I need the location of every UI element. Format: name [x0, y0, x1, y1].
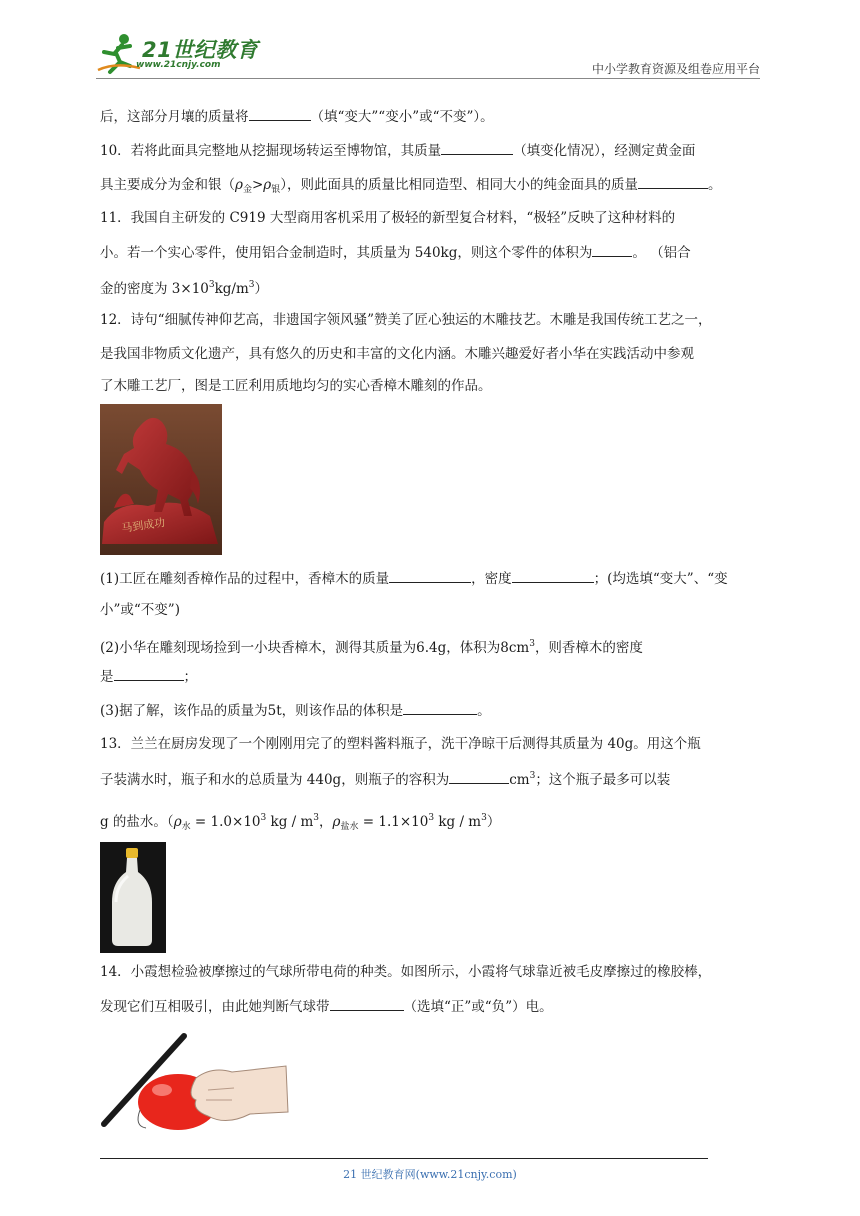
q13-text-c: g 的盐水。（: [100, 814, 174, 830]
salt-sup: 3: [428, 813, 435, 823]
q11-line2: [100, 242, 691, 263]
q12-s2-c: ，则香樟木的密度: [534, 640, 643, 656]
q10-blank-1[interactable]: [441, 140, 513, 155]
q10-line2: [100, 174, 721, 200]
q12-s2-e: ；: [183, 669, 197, 685]
q10-text-b: （填变化情况），经测定黄金面: [513, 143, 696, 159]
q13-unit: cm: [509, 772, 530, 788]
rho-symbol: ρ: [235, 177, 243, 193]
rho-symbol: ρ: [173, 814, 182, 830]
horse-carving-image: [100, 404, 222, 555]
platform-name: 中小学教育资源及组卷应用平台: [591, 62, 760, 76]
site-logo[interactable]: [96, 32, 276, 76]
q14-text-a: 发现它们互相吸引，由此她判断气球带: [100, 999, 330, 1015]
q12-blank-wood-density[interactable]: [114, 666, 184, 681]
q12-sub2-cont: [100, 666, 197, 687]
q13-line1: 13．兰兰在厨房发现了一个刚刚用完了的塑料酱料瓶子，洗干净晾干后测得其质量为 40g。用这个瓶: [100, 736, 701, 752]
q13-text-a: 子装满水时，瓶子和水的总质量为 440g，则瓶子的容积为: [100, 772, 450, 788]
q9-tail: [100, 106, 494, 127]
q14-line1: 14．小霞想检验被摩擦过的气球所带电荷的种类。如图所示，小霞将气球靠近被毛皮摩擦过的橡胶棒，: [100, 964, 712, 980]
balloon-rod-image: [100, 1030, 290, 1130]
q10-text-e: 。: [707, 177, 722, 193]
q10-line1: [100, 140, 695, 161]
water-sup: 3: [260, 813, 267, 823]
rho-sub-salt: 盐水: [340, 822, 359, 832]
q9-text-b: （填“变大”“变小”或“不变”）。: [310, 109, 494, 125]
q12-blank-mass[interactable]: [389, 568, 471, 583]
rho-symbol: ρ: [332, 814, 341, 830]
q12-s2-sup: 3: [529, 639, 535, 649]
q13-sup: 3: [529, 771, 536, 781]
q12-sub3: [100, 700, 491, 721]
q11-close: ）: [254, 281, 269, 297]
q14-blank[interactable]: [330, 996, 404, 1011]
q12-s2-d: 是: [100, 669, 114, 685]
logo-title: 21世纪教育: [142, 38, 259, 62]
q12-sub2: [100, 634, 643, 658]
rho-symbol: ρ: [263, 177, 272, 193]
q11-sup2: 3: [248, 280, 255, 290]
q11-text-b: 。 （铝合: [632, 245, 691, 261]
q12-s2-a: (2)小华在雕刻现场捡到一小块香樟木，测得其质量为: [100, 640, 417, 656]
page-header: [96, 28, 760, 80]
greater-than: >: [251, 177, 264, 193]
q11-line1: 11．我国自主研发的 C919 大型商用客机采用了极轻的新型复合材料，“极轻”反映了这种材料的: [100, 210, 676, 226]
q10-text-a: 10．若将此面具完整地从挖掘现场转运至博物馆，其质量: [100, 143, 442, 159]
q12-s2-b: ，体积为: [446, 640, 501, 656]
q12-s3-b: ，则该作品的体积是: [281, 703, 404, 719]
q12-s1-b: ，密度: [471, 571, 512, 587]
header-divider: [96, 78, 760, 79]
q14-line2: [100, 996, 553, 1017]
q10-blank-2[interactable]: [638, 174, 708, 189]
salt-unit: kg / m: [434, 814, 482, 830]
q14-text-b: （选填“正”或“负”）电。: [403, 999, 553, 1015]
water-density: = 1.0×10: [190, 814, 261, 830]
q11-text-a: 小。若一个实心零件，使用铝合金制造时，其质量为 540kg，则这个零件的体积为: [100, 245, 593, 261]
q12-s1-c: ；(均选填“变大”、“变: [593, 571, 728, 587]
q13-close: ）: [486, 814, 501, 830]
q13-blank-volume[interactable]: [449, 769, 509, 784]
q12-s3-a: (3)据了解，该作品的质量为: [100, 703, 268, 719]
q12-line3: 了木雕工艺厂，图是工匠利用质地均匀的实心香樟木雕刻的作品。: [100, 378, 492, 394]
q9-text-a: 后，这部分月壤的质量将: [100, 109, 249, 125]
footer-divider: [100, 1158, 708, 1159]
salt-density: = 1.1×10: [358, 814, 429, 830]
q12-line1: 12．诗句“细腻传神仰艺高，非遗国字领风骚”赞美了匠心独运的木雕技艺。木雕是我国传统工艺之一，: [100, 312, 712, 328]
q11-sup: 3: [208, 280, 215, 290]
q12-s1-a: (1)工匠在雕刻香樟作品的过程中，香樟木的质量: [100, 571, 390, 587]
q13-line2: [100, 766, 670, 790]
q12-s2-volume: 8cm: [500, 640, 530, 656]
q12-s2-mass: 6.4g: [416, 640, 447, 656]
logo-url: www.21cnjy.com: [136, 60, 221, 70]
comma: ，: [319, 814, 333, 830]
rho-sub-water: 水: [181, 822, 191, 832]
water-unit: kg / m: [266, 814, 314, 830]
sauce-bottle-image: [100, 842, 166, 953]
q12-blank-volume[interactable]: [403, 700, 477, 715]
carving-inscription: 马到成功: [120, 515, 166, 535]
q10-text-c: 具主要成分为金和银（: [100, 177, 235, 193]
q13-line3: [100, 808, 500, 837]
q12-sub1: [100, 568, 728, 589]
salt-unit-sup: 3: [481, 813, 487, 823]
footer-link[interactable]: 21 世纪教育网(www.21cnjy.com): [343, 1168, 517, 1181]
q12-sub1-cont: 小”或“不变”): [100, 602, 180, 618]
q11-density-a: 金的密度为 3×10: [100, 281, 209, 297]
q11-line3: [100, 275, 268, 299]
q12-s3-c: 。: [477, 703, 491, 719]
rho-sub-gold: 金: [242, 185, 252, 195]
rho-sub-silver: 银: [271, 185, 281, 195]
q13-text-b: ；这个瓶子最多可以装: [535, 772, 671, 788]
q12-s3-mass: 5t: [267, 703, 282, 719]
q10-text-d: ），则此面具的质量比相同造型、相同大小的纯金面具的质量: [280, 177, 638, 193]
water-unit-sup: 3: [313, 813, 320, 823]
q9-blank[interactable]: [249, 106, 311, 121]
q12-line2: 是我国非物质文化遗产，具有悠久的历史和丰富的文化内涵。木雕兴趣爱好者小华在实践活动中参观: [100, 346, 694, 362]
q11-density-unit: kg/m: [214, 281, 249, 297]
q11-blank[interactable]: [592, 242, 632, 257]
q12-blank-density[interactable]: [512, 568, 594, 583]
